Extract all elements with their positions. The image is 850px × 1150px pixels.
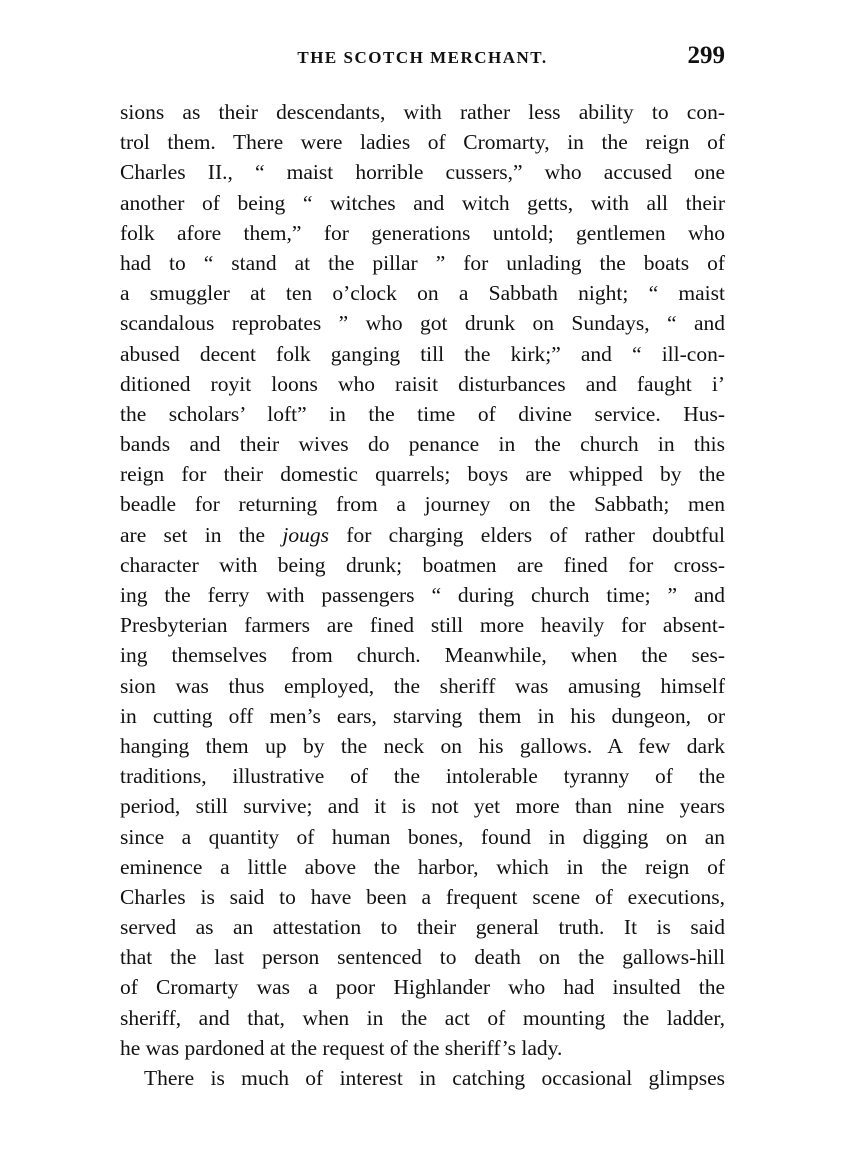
body-text: [120, 97, 725, 1093]
text-line: that the last person sentenced to death on the gallows-hill: [120, 945, 725, 970]
text-line: in cutting off men’s ears, starving them in his dungeon, or: [120, 703, 725, 728]
text-line: ing the ferry with passengers “ during church time; ” and: [120, 583, 725, 607]
page-header: [120, 38, 725, 78]
text-line: Charles is said to have been a frequent scene of executions,: [120, 884, 725, 909]
text-line: scandalous reprobates ” who got drunk on Sundays, “ and: [120, 311, 725, 336]
text-line: since a quantity of human bones, found in digging on an: [120, 824, 725, 849]
text-line: had to “ stand at the pillar ” for unlading the boats of: [120, 250, 725, 275]
new-paragraph-line: There is much of interest in catching occasional glimpses: [144, 1066, 725, 1090]
text-line: period, still survive; and it is not yet more than nine years: [120, 794, 725, 819]
text-line: ditioned royit loons who raisit disturbances and faught i’: [120, 371, 725, 396]
text-line: another of being “ witches and witch getts, with all their: [120, 190, 725, 215]
text-line: ing themselves from church. Meanwhile, when the ses-: [120, 643, 725, 668]
text-line: bands and their wives do penance in the church in this: [120, 432, 725, 457]
text-line: trol them. There were ladies of Cromarty, in the reign of: [120, 130, 725, 155]
text-line: traditions, illustrative of the intolerable tyranny of the: [120, 764, 725, 789]
text-line: reign for their domestic quarrels; boys are whipped by the: [120, 462, 725, 487]
text-line: of Cromarty was a poor Highlander who had insulted the: [120, 975, 725, 1000]
text-line: character with being drunk; boatmen are fined for cross-: [120, 552, 725, 577]
running-title: THE SCOTCH MERCHANT.: [297, 48, 548, 67]
paragraph-end-line: he was pardoned at the request of the sheriff’s lady.: [120, 1035, 563, 1060]
text-line: eminence a little above the harbor, which in the reign of: [120, 854, 725, 879]
italic-word: jougs: [282, 522, 329, 547]
text-line: folk afore them,” for generations untold; gentlemen who: [120, 220, 725, 245]
text-line-with-italic: [120, 520, 725, 550]
text-line: Charles II., “ maist horrible cussers,” who accused one: [120, 160, 725, 185]
text-line: sheriff, and that, when in the act of mounting the ladder,: [120, 1005, 725, 1030]
text-line: served as an attestation to their general truth. It is said: [120, 915, 725, 940]
text-line: a smuggler at ten o’clock on a Sabbath night; “ maist: [120, 281, 725, 306]
text-line: Presbyterian farmers are fined still more heavily for absent-: [120, 613, 725, 638]
text-line: hanging them up by the neck on his gallows. A few dark: [120, 733, 725, 758]
text-line: the scholars’ loft” in the time of divine service. Hus-: [120, 401, 725, 426]
page-number: 299: [687, 42, 725, 69]
text-line: sion was thus employed, the sheriff was amusing himself: [120, 673, 725, 698]
text-line: beadle for returning from a journey on the Sabbath; men: [120, 492, 725, 517]
text-line: sions as their descendants, with rather less ability to con-: [120, 100, 725, 124]
text-line: abused decent folk ganging till the kirk;” and “ ill-con-: [120, 341, 725, 366]
text-segment: for charging elders of rather doubtful: [328, 522, 725, 547]
text-segment: are set in the: [120, 522, 283, 547]
